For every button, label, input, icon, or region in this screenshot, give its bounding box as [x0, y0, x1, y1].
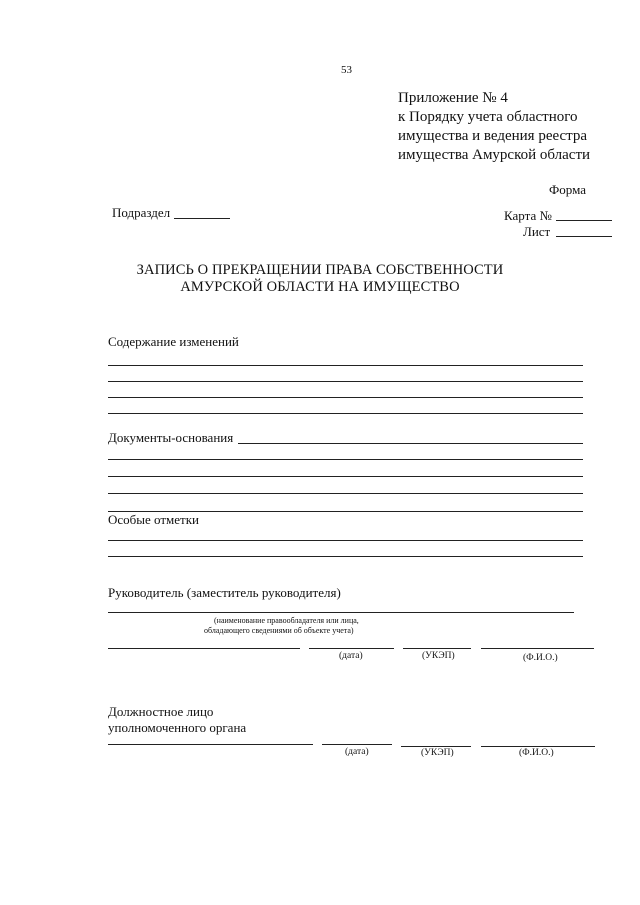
documents-line[interactable] [238, 443, 583, 444]
notes-line[interactable] [108, 556, 583, 557]
appendix-reference [398, 89, 618, 165]
official-label-line-1: Должностное лицо [108, 704, 214, 719]
documents-line[interactable] [108, 493, 583, 494]
appendix-line: Приложение № 4 [398, 90, 508, 106]
head-signature-label: Руководитель (заместитель руководителя) [108, 585, 341, 600]
official-date-caption: (дата) [345, 747, 369, 757]
head-name-line[interactable] [108, 612, 574, 613]
documents-line[interactable] [108, 459, 583, 460]
notes-label: Особые отметки [108, 512, 199, 527]
document-title [0, 262, 640, 296]
changes-line[interactable] [108, 381, 583, 382]
card-number-label: Карта № [504, 208, 552, 223]
official-label-line-2: уполномоченного органа [108, 720, 247, 735]
documents-line[interactable] [108, 476, 583, 477]
official-fio-line[interactable] [481, 746, 595, 747]
head-fio-line[interactable] [481, 648, 594, 649]
subsection-label: Подраздел [112, 205, 171, 220]
page-number: 53 [341, 64, 352, 76]
head-fio-caption: (Ф.И.О.) [523, 653, 558, 663]
notes-line[interactable] [108, 540, 583, 541]
sheet-field[interactable] [556, 236, 612, 237]
changes-line[interactable] [108, 365, 583, 366]
head-date-caption: (дата) [339, 651, 363, 661]
documents-label: Документы-основания [108, 430, 234, 445]
appendix-line: к Порядку учета областного [398, 109, 578, 125]
changes-label: Содержание изменений [108, 334, 239, 349]
appendix-line: имущества Амурской области [398, 147, 591, 163]
official-fio-caption: (Ф.И.О.) [519, 748, 554, 758]
title-line-2: АМУРСКОЙ ОБЛАСТИ НА ИМУЩЕСТВО [180, 279, 460, 295]
official-name-line[interactable] [108, 744, 313, 745]
head-ukep-caption: (УКЭП) [422, 651, 455, 661]
head-date-line[interactable] [309, 648, 394, 649]
card-number-field[interactable] [556, 220, 612, 221]
official-date-line[interactable] [322, 744, 392, 745]
sheet-label: Лист [523, 224, 551, 239]
subsection-field[interactable] [174, 218, 230, 219]
title-line-1: ЗАПИСЬ О ПРЕКРАЩЕНИИ ПРАВА СОБСТВЕННОСТИ [136, 262, 504, 278]
changes-line[interactable] [108, 413, 583, 414]
head-hint-line-1: (наименование правообладателя или лица, [214, 616, 359, 625]
head-ukep-line[interactable] [403, 648, 471, 649]
changes-line[interactable] [108, 397, 583, 398]
head-extra-line[interactable] [108, 648, 300, 649]
head-hint-line-2: обладающего сведениями об объекте учета) [204, 626, 354, 635]
official-ukep-line[interactable] [401, 746, 471, 747]
official-ukep-caption: (УКЭП) [421, 748, 454, 758]
appendix-line: имущества и ведения реестра [398, 128, 588, 144]
form-label: Форма [549, 182, 586, 197]
